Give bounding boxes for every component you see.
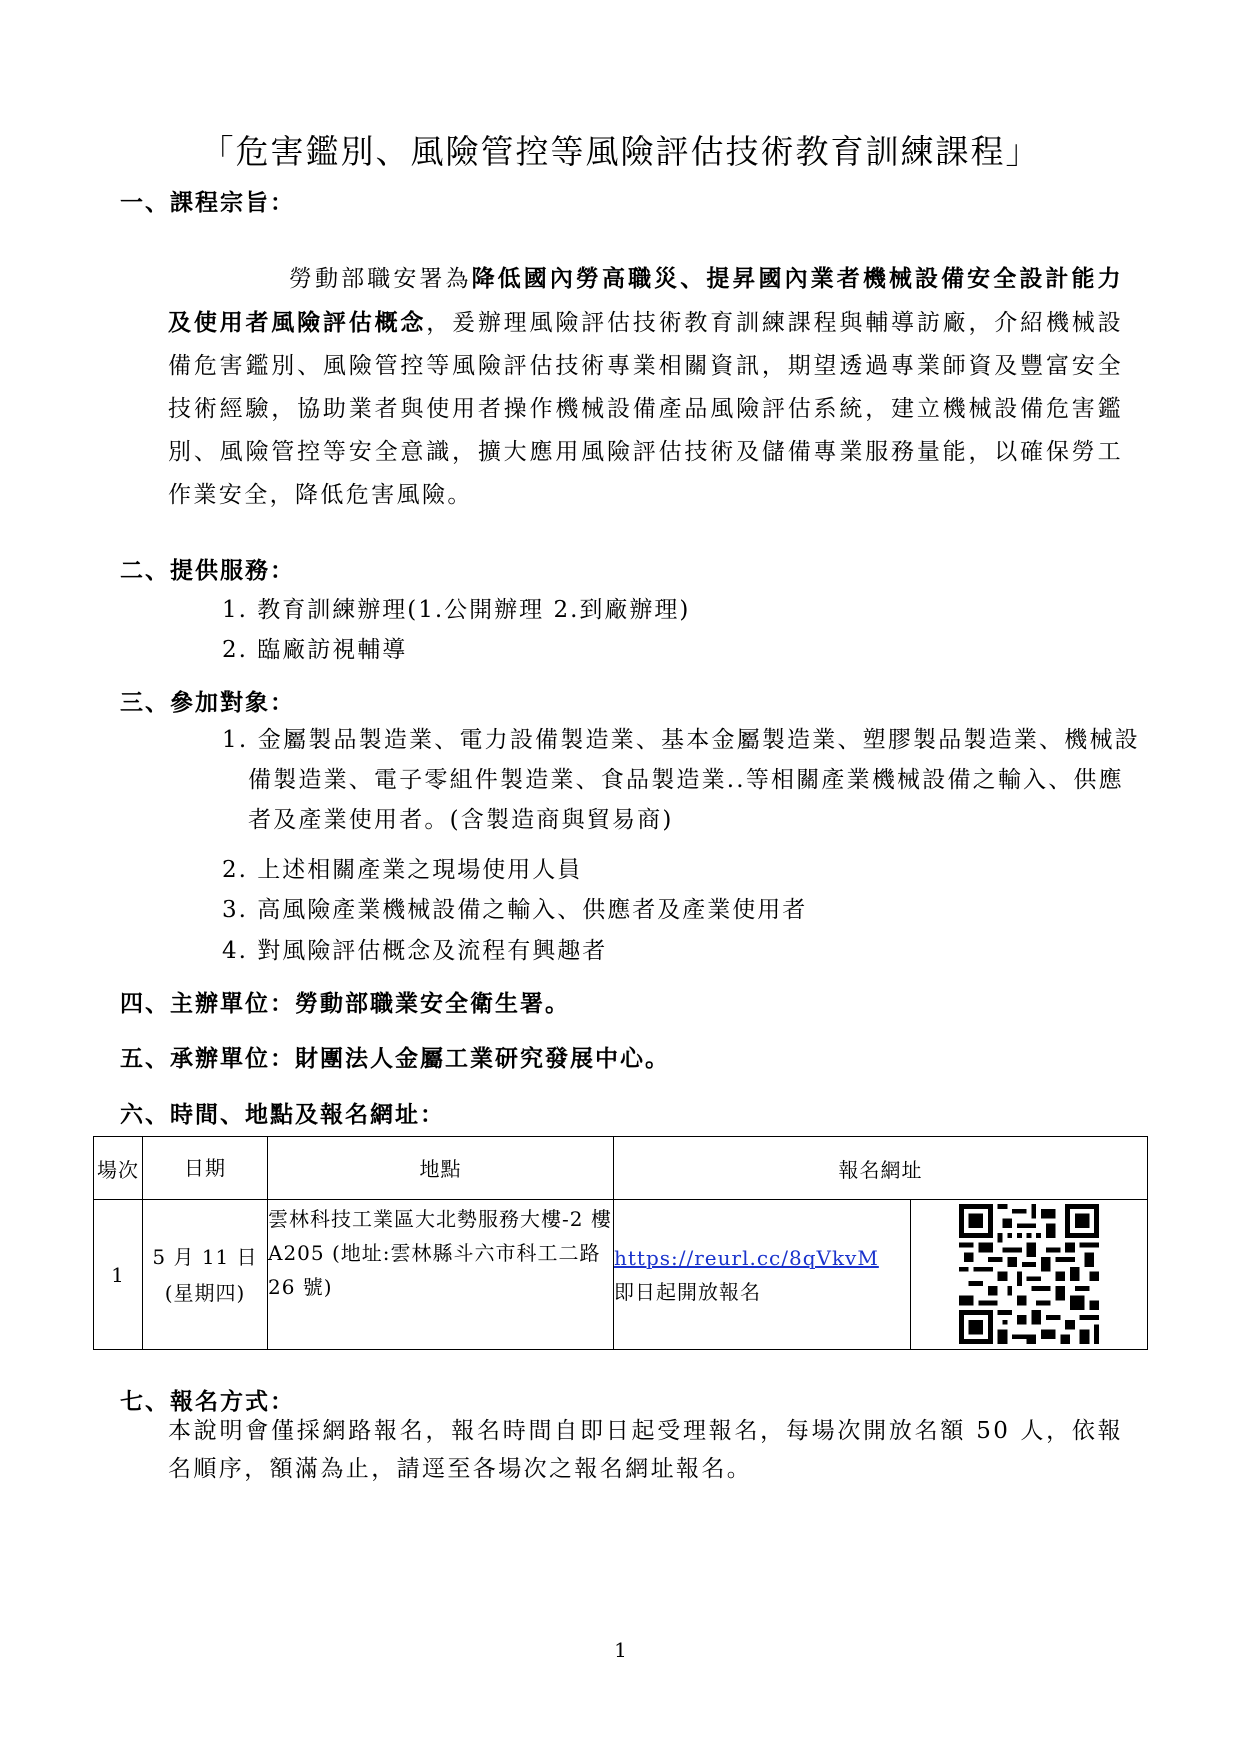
section-3-heading: 三、參加對象： xyxy=(120,689,295,716)
header-session: 場次 xyxy=(94,1137,143,1200)
section-1-emphasis: 降低國內勞高職災、提昇國內業者機械設備安全設計能力及使用者風險評估概念 xyxy=(168,265,1123,336)
section-4-organizer: 四、主辦單位：勞動部職業安全衛生署。 xyxy=(120,990,570,1017)
audience-item-1: 1. 金屬製品製造業、電力設備製造業、基本金屬製造業、塑膠製品製造業、機械設備製造業、電子零組件製造業、食品製造業..等相關產業機械設備之輸入、供應者及產業使用者。(含製造商與貿易商) xyxy=(222,727,1140,833)
section-6-heading: 六、時間、地點及報名網址： xyxy=(120,1101,445,1128)
service-item-1: 1. 教育訓練辦理(1.公開辦理 2.到廠辦理) xyxy=(222,597,691,623)
qr-cell xyxy=(911,1200,1148,1350)
session-date-weekday: (星期四) xyxy=(164,1280,246,1305)
section-2-heading: 二、提供服務： xyxy=(120,557,295,584)
qr-code-icon[interactable] xyxy=(959,1204,1099,1344)
session-date-day: 5 月 11 日 xyxy=(152,1244,258,1269)
service-item-2: 2. 臨廠訪視輔導 xyxy=(222,637,408,663)
header-date: 日期 xyxy=(143,1137,268,1200)
session-date xyxy=(143,1200,268,1350)
schedule-row xyxy=(94,1200,1148,1350)
section-1-body xyxy=(168,257,1123,517)
section-7-body: 本說明會僅採網路報名，報名時間自即日起受理報名，每場次開放名額 50 人，依報名順序，額滿為止，請逕至各場次之報名網址報名。 xyxy=(168,1418,1123,1482)
session-location: 雲林科技工業區大北勢服務大樓-2 樓 A205 (地址:雲林縣斗六市科工二路 26 號) xyxy=(268,1200,614,1350)
signup-note: 即日起開放報名 xyxy=(614,1279,761,1304)
signup-cell xyxy=(614,1200,911,1350)
section-5-contractor: 五、承辦單位：財團法人金屬工業研究發展中心。 xyxy=(120,1045,670,1072)
signup-link[interactable]: https://reurl.cc/8qVkvM xyxy=(614,1245,879,1270)
audience-item-2: 2. 上述相關產業之現場使用人員 xyxy=(222,857,583,883)
section-1-rest: ，爰辦理風險評估技術教育訓練課程與輔導訪廠，介紹機械設備危害鑑別、風險管控等風險評估技術專業相關資訊，期望透過專業師資及豐富安全技術經驗，協助業者與使用者操作機械設備產品風險評估系統，建立機械設備危害鑑別、風險管控等安全意識，擴大應用風險評估技術及儲備專業服務量能，以確保勞工作業安全，降低危害風險。 xyxy=(168,310,1123,508)
header-location: 地點 xyxy=(268,1137,614,1200)
document-title: 「危害鑑別、風險管控等風險評估技術教育訓練課程」 xyxy=(200,132,1041,171)
page-number: 1 xyxy=(614,1638,627,1662)
audience-item-4: 4. 對風險評估概念及流程有興趣者 xyxy=(222,938,608,964)
section-1-heading: 一、課程宗旨： xyxy=(120,189,295,216)
section-1-intro: 勞動部職安署為 xyxy=(289,266,472,292)
audience-item-3: 3. 高風險產業機械設備之輸入、供應者及產業使用者 xyxy=(222,897,808,923)
section-7-heading: 七、報名方式： xyxy=(120,1388,295,1415)
schedule-table xyxy=(93,1136,1148,1350)
header-signup: 報名網址 xyxy=(614,1137,1148,1200)
session-number: 1 xyxy=(94,1200,143,1350)
schedule-header-row xyxy=(94,1137,1148,1200)
